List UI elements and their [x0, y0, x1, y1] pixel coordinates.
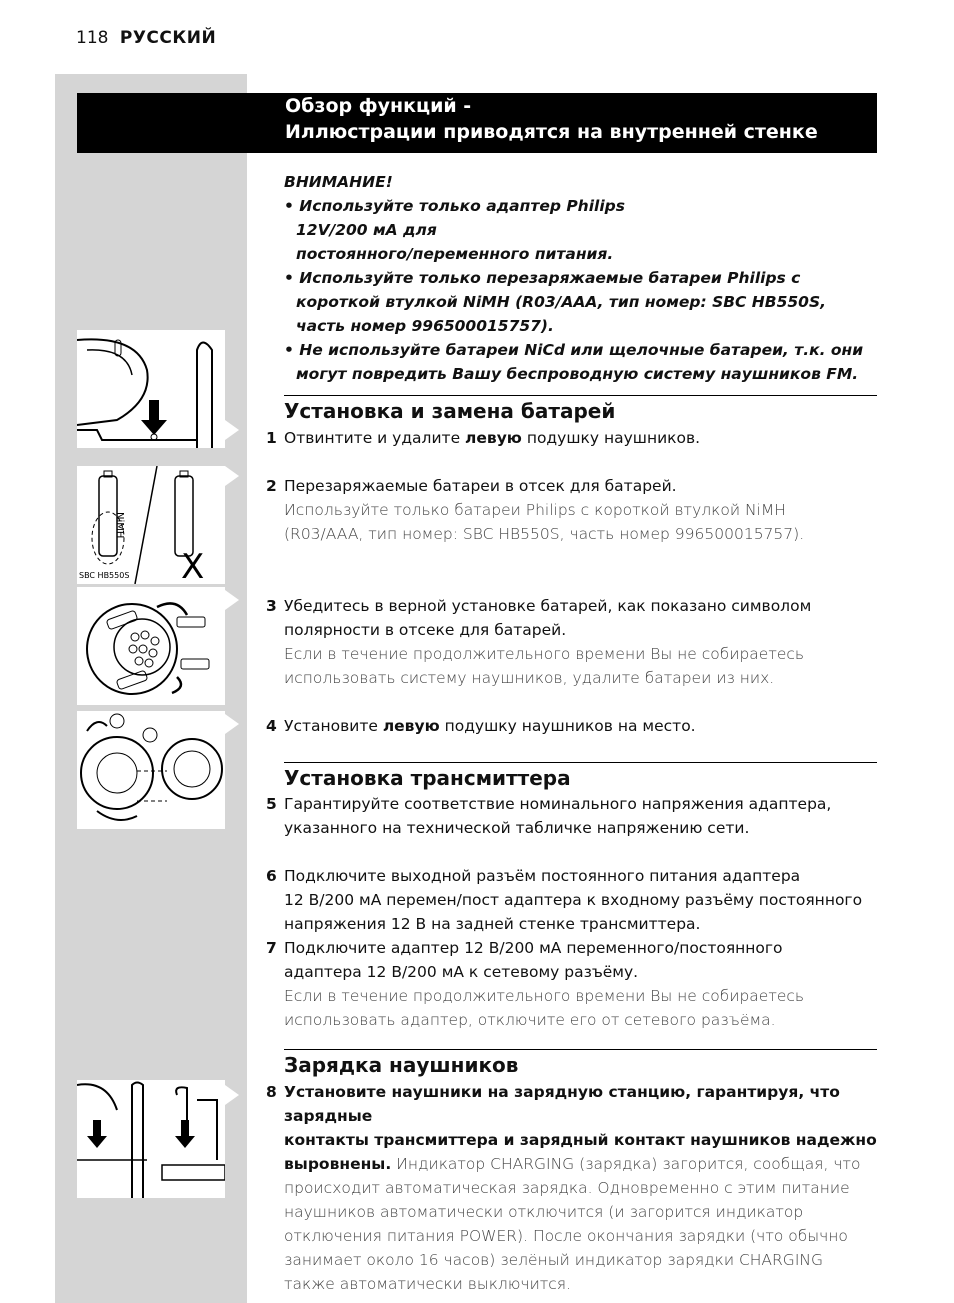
step-number: 3 — [266, 597, 277, 615]
section-rule — [284, 395, 877, 396]
section-title-transmitter: Установка трансмиттера — [284, 766, 571, 790]
step-number: 6 — [266, 867, 277, 885]
illustration-ear-cushion — [77, 711, 225, 829]
warning-block — [284, 170, 884, 386]
language-label: РУССКИЙ — [119, 28, 217, 48]
illustration-headphones-on-stand — [77, 330, 225, 448]
step-number: 7 — [266, 939, 277, 957]
svg-text:SBC HB550S: SBC HB550S — [79, 571, 130, 580]
cross-icon: X — [181, 547, 205, 584]
battery-icon — [175, 476, 193, 556]
step-1: 1 Отвинтите и удалите левую подушку наушников. — [266, 426, 881, 450]
section-title-charging: Зарядка наушников — [284, 1053, 519, 1077]
step-3: 3 Убедитесь в верной установке батарей, как показано символом полярности в отсеке для батарей. Если в течение продолжительного времени Вы не собираетесь использовать систему наушников, удалите батареи из них. — [266, 594, 881, 690]
pointer-arrow — [225, 590, 239, 610]
section-title-batteries: Установка и замена батарей — [284, 399, 616, 423]
step-4: 4 Установите левую подушку наушников на место. — [266, 714, 881, 738]
title-line-1: Обзор функций - — [285, 95, 472, 117]
pointer-arrow — [225, 1085, 239, 1105]
headphones-stand-icon — [77, 330, 225, 448]
illustration-charging-station — [77, 1080, 225, 1198]
section-rule — [284, 762, 877, 763]
warning-heading: ВНИМАНИЕ! — [284, 173, 393, 191]
pointer-arrow — [225, 420, 239, 440]
title-bar — [77, 93, 877, 153]
page-number: 118 — [76, 28, 109, 48]
step-number: 5 — [266, 795, 277, 813]
warning-bullet: • Не используйте батареи NiCd или щелочные батареи, т.к. они могут повредить Вашу беспроводную систему наушников FM. — [284, 341, 864, 383]
step-number: 8 — [266, 1083, 277, 1101]
step-2: 2 Перезаряжаемые батареи в отсек для батарей. Используйте только батареи Philips с короткой втулкой NiMH (R03/AAA, тип номер: SBC HB550S, часть номер 996500015757). — [266, 474, 881, 546]
step-8: 8 Установите наушники на зарядную станцию, гарантируя, что зарядные контакты трансмиттера и зарядный контакт наушников надежно выровнены. Индикатор CHARGING (зарядка) загорится, сообщая, что происходит автоматическая зарядка. Одновременно с этим питание наушников автоматически отключится (и загорится индикатор отключения питания POWER). После окончания зарядки (что обычно занимает около 16 часов) зелёный индикатор зарядки CHARGING также автоматически выключится. — [266, 1080, 881, 1296]
illustration-battery-compartment — [77, 587, 225, 705]
illustration-batteries — [77, 466, 225, 584]
title-line-2: Иллюстрации приводятся на внутренней стенке — [285, 121, 818, 143]
step-5: 5 Гарантируйте соответствие номинального напряжения адаптера, указанного на технической табличке напряжению сети. — [266, 792, 881, 840]
charging-station-icon — [77, 1080, 225, 1198]
page-header — [76, 28, 216, 48]
svg-text:NiMH: NiMH — [114, 512, 125, 539]
warning-bullet: • Используйте только перезаряжаемые батареи Philips с короткой втулкой NiMH (R03/AAA, тип номер: SBC HB550S, часть номер 996500015757). — [284, 269, 827, 335]
section-rule — [284, 1049, 877, 1050]
step-number: 2 — [266, 477, 277, 495]
pointer-arrow — [225, 714, 239, 734]
step-6: 6 Подключите выходной разъём постоянного питания адаптера 12 В/200 мА перемен/пост адаптера к входному разъёму постоянного напряжения 12 В на задней стенке трансмиттера. — [266, 864, 881, 936]
step-number: 1 — [266, 429, 277, 447]
battery-compartment-icon — [77, 587, 225, 705]
ear-cushion-icon — [77, 711, 225, 829]
step-7: 7 Подключите адаптер 12 В/200 мА переменного/постоянного адаптера 12 В/200 мА к сетевому разъёму. Если в течение продолжительного времени Вы не собираетесь использовать адаптер, отключите его от сетевого разъёма. — [266, 936, 881, 1032]
pointer-arrow — [225, 466, 239, 486]
warning-bullet: • Используйте только адаптер Philips 12V/200 мА для постоянного/переменного питания. — [284, 197, 625, 263]
step-number: 4 — [266, 717, 277, 735]
